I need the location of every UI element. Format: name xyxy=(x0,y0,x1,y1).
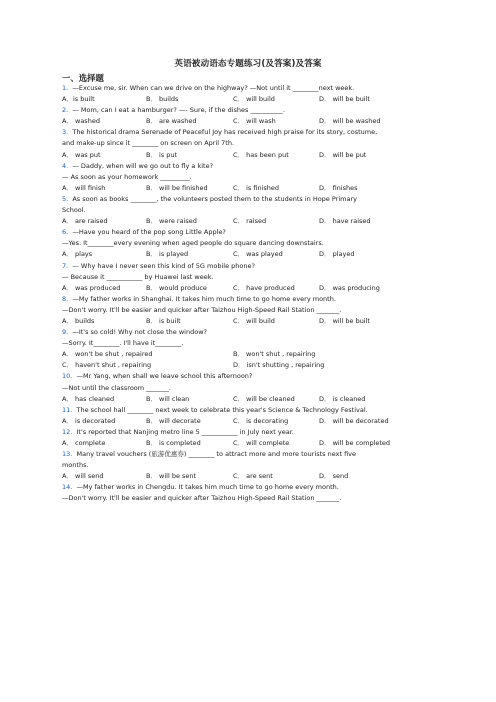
question-number: 13. xyxy=(62,450,73,459)
question-text: — Daddy, when will we go out to fly a kite? xyxy=(72,161,214,170)
question-number: 7. xyxy=(62,261,69,270)
option-d[interactable]: D． will be decorated xyxy=(319,416,389,425)
question-text: The school hall ________ next week to celebrate this year's Science & Technology Festival. xyxy=(76,405,368,414)
option-c[interactable]: C． is finished xyxy=(233,183,280,192)
option-a[interactable]: A． complete xyxy=(62,439,106,447)
option-b[interactable]: B． won't shut , repairing xyxy=(233,350,316,359)
question-number: 10. xyxy=(62,372,73,381)
options-row xyxy=(62,150,434,161)
option-a[interactable]: A．is built xyxy=(62,95,95,104)
option-c[interactable]: C． will complete xyxy=(233,439,290,447)
options-row xyxy=(62,360,434,371)
question-text: —My father works in Chengdu. It takes him much time to go home every month. xyxy=(76,483,339,492)
option-d[interactable]: D． finishes xyxy=(319,183,358,192)
question-text: The historical drama Serenade of Peaceful Joy has received high praise for its story, costume, xyxy=(72,128,378,137)
option-b[interactable]: B． were raised xyxy=(146,217,197,226)
option-c[interactable]: C． will be cleaned xyxy=(233,394,295,403)
question-2 xyxy=(62,105,434,116)
option-a[interactable]: A． was produced xyxy=(62,283,121,292)
option-a[interactable]: A． won't be shut , repaired xyxy=(62,350,153,359)
option-b[interactable]: B． will decorate xyxy=(146,416,201,425)
option-b[interactable]: B． will be finished xyxy=(146,183,208,192)
option-a[interactable]: A． plays xyxy=(62,250,93,259)
option-d[interactable]: D． is cleaned xyxy=(319,394,366,403)
option-c[interactable]: C． have produced xyxy=(233,283,295,292)
options-row xyxy=(62,94,434,105)
option-c[interactable]: C． will wash xyxy=(233,117,276,126)
option-c[interactable]: C． raised xyxy=(233,217,267,226)
option-c[interactable]: C． is decorating xyxy=(233,416,289,425)
question-number: 3. xyxy=(62,128,69,137)
question-number: 4. xyxy=(62,161,69,170)
question-text-cont: — Because it ___________ by Huawei last week. xyxy=(62,272,214,281)
question-text: It's reported that Nanjing metro line 5 ___________ in July next year. xyxy=(76,427,294,436)
options-row xyxy=(62,438,434,449)
option-a[interactable]: A． will finish xyxy=(62,183,106,192)
question-text-cont: and make-up since it ________ on screen on April 7th. xyxy=(62,139,235,148)
option-b[interactable]: B． are washed xyxy=(146,117,197,126)
question-14 xyxy=(62,482,434,493)
option-c[interactable]: C． has been put xyxy=(233,150,289,159)
options-row xyxy=(62,116,434,127)
question-number: 12. xyxy=(62,427,73,436)
options-row xyxy=(62,249,434,260)
question-list xyxy=(62,83,434,505)
option-d[interactable]: D． isn't shutting , repairing xyxy=(233,361,325,370)
option-c[interactable]: C． haven't shut , repairing xyxy=(62,361,152,370)
option-a[interactable]: A． washed xyxy=(62,117,100,126)
question-11 xyxy=(62,405,434,416)
question-text: —Have you heard of the pop song Little Apple? xyxy=(72,228,226,237)
question-10 xyxy=(62,371,434,382)
question-text-cont: —Don't worry. It'll be easier and quicker after Taizhou High-Speed Rail Station _______. xyxy=(62,305,342,314)
options-row xyxy=(62,283,434,294)
options-row xyxy=(62,416,434,427)
question-text: —My father works in Shanghai. It takes him much time to go home every month. xyxy=(72,294,336,303)
option-b[interactable]: B． is put xyxy=(146,150,178,159)
question-text: Many travel vouchers (旅游优惠券) ________ to attract more and more tourists next five xyxy=(76,450,357,459)
option-c[interactable]: C． was played xyxy=(233,250,283,259)
option-d[interactable]: D． will be washed xyxy=(319,117,381,126)
option-d[interactable]: D． send xyxy=(319,472,349,481)
option-a[interactable]: A． has cleaned xyxy=(62,394,115,403)
options-row xyxy=(62,216,434,227)
question-7 xyxy=(62,261,434,272)
section-heading: 一、选择题 xyxy=(62,73,104,83)
option-d[interactable]: D． will be built xyxy=(319,95,370,104)
option-b[interactable]: B． would produce xyxy=(146,283,207,292)
option-a[interactable]: A． is decorated xyxy=(62,416,116,425)
options-row xyxy=(62,349,434,360)
option-c[interactable]: C． are sent xyxy=(233,472,273,481)
question-number: 1. xyxy=(62,84,69,92)
question-text-cont: —Sorry. It________. I'll have it________. xyxy=(62,339,184,348)
option-b[interactable]: B． is played xyxy=(146,250,189,259)
option-a[interactable]: A． are raised xyxy=(62,217,108,226)
question-text-cont: School. xyxy=(62,206,86,215)
question-4 xyxy=(62,161,434,172)
option-c[interactable]: C． will build xyxy=(233,95,275,104)
question-number: 5. xyxy=(62,194,69,203)
question-13 xyxy=(62,449,434,460)
question-text-cont: —Yes. It________every evening when aged people do square dancing downstairs. xyxy=(62,239,324,248)
question-text-cont: —Don't worry. It'll be easier and quicker after Taizhou High-Speed Rail Station _______. xyxy=(62,494,342,503)
question-8 xyxy=(62,294,434,305)
option-b[interactable]: B． will be sent xyxy=(146,472,197,481)
option-d[interactable]: D． will be put xyxy=(319,150,367,159)
question-1 xyxy=(62,83,434,94)
options-row xyxy=(62,183,434,194)
question-number: 9. xyxy=(62,328,69,337)
question-text: — Mom, can I eat a hamburger? —- Sure, if the dishes __________. xyxy=(72,106,286,115)
question-text-cont: months. xyxy=(62,461,89,470)
option-b[interactable]: B． builds xyxy=(146,95,179,104)
question-6 xyxy=(62,227,434,238)
question-number: 11. xyxy=(62,405,73,414)
option-d[interactable]: D． will be completed xyxy=(319,439,391,447)
options-row xyxy=(62,316,434,327)
question-number: 2. xyxy=(62,106,69,115)
option-d[interactable]: D． was producing xyxy=(319,283,380,292)
option-a[interactable]: A． will send xyxy=(62,472,104,481)
question-3 xyxy=(62,127,434,138)
option-b[interactable]: B． is completed xyxy=(146,439,201,447)
option-a[interactable]: A． builds xyxy=(62,316,95,325)
question-text: —Excuse me, sir. When can we drive on the highway? —Not until it ________next week. xyxy=(72,84,355,92)
question-number: 6. xyxy=(62,228,69,237)
question-5 xyxy=(62,194,434,205)
option-d[interactable]: D． played xyxy=(319,250,355,259)
question-9 xyxy=(62,327,434,338)
options-row xyxy=(62,471,434,482)
option-c[interactable]: C． will build xyxy=(233,316,275,325)
option-d[interactable]: D． have raised xyxy=(319,217,371,226)
option-b[interactable]: B． is built xyxy=(146,316,181,325)
option-d[interactable]: D． will be built xyxy=(319,316,370,325)
page-title: 英语被动语态专题练习(及答案)及答案 xyxy=(174,59,322,69)
question-text: —Mr Yang, when shall we leave school this afternoon? xyxy=(76,372,253,381)
question-12 xyxy=(62,427,434,438)
option-a[interactable]: A． was put xyxy=(62,150,101,159)
question-text-cont: — As soon as your homework _________. xyxy=(62,172,192,181)
question-number: 14. xyxy=(62,483,73,492)
question-text-cont: —Not until the classroom _______. xyxy=(62,383,171,392)
question-text: —It's so cold! Why not close the window? xyxy=(72,328,207,337)
question-text: As soon as books ________, the volunteers posted them to the students in Hope Primary xyxy=(72,194,357,203)
options-row xyxy=(62,394,434,405)
option-b[interactable]: B． will clean xyxy=(146,394,190,403)
question-number: 8. xyxy=(62,294,69,303)
question-text: — Why have I never seen this kind of 5G mobile phone? xyxy=(72,261,255,270)
